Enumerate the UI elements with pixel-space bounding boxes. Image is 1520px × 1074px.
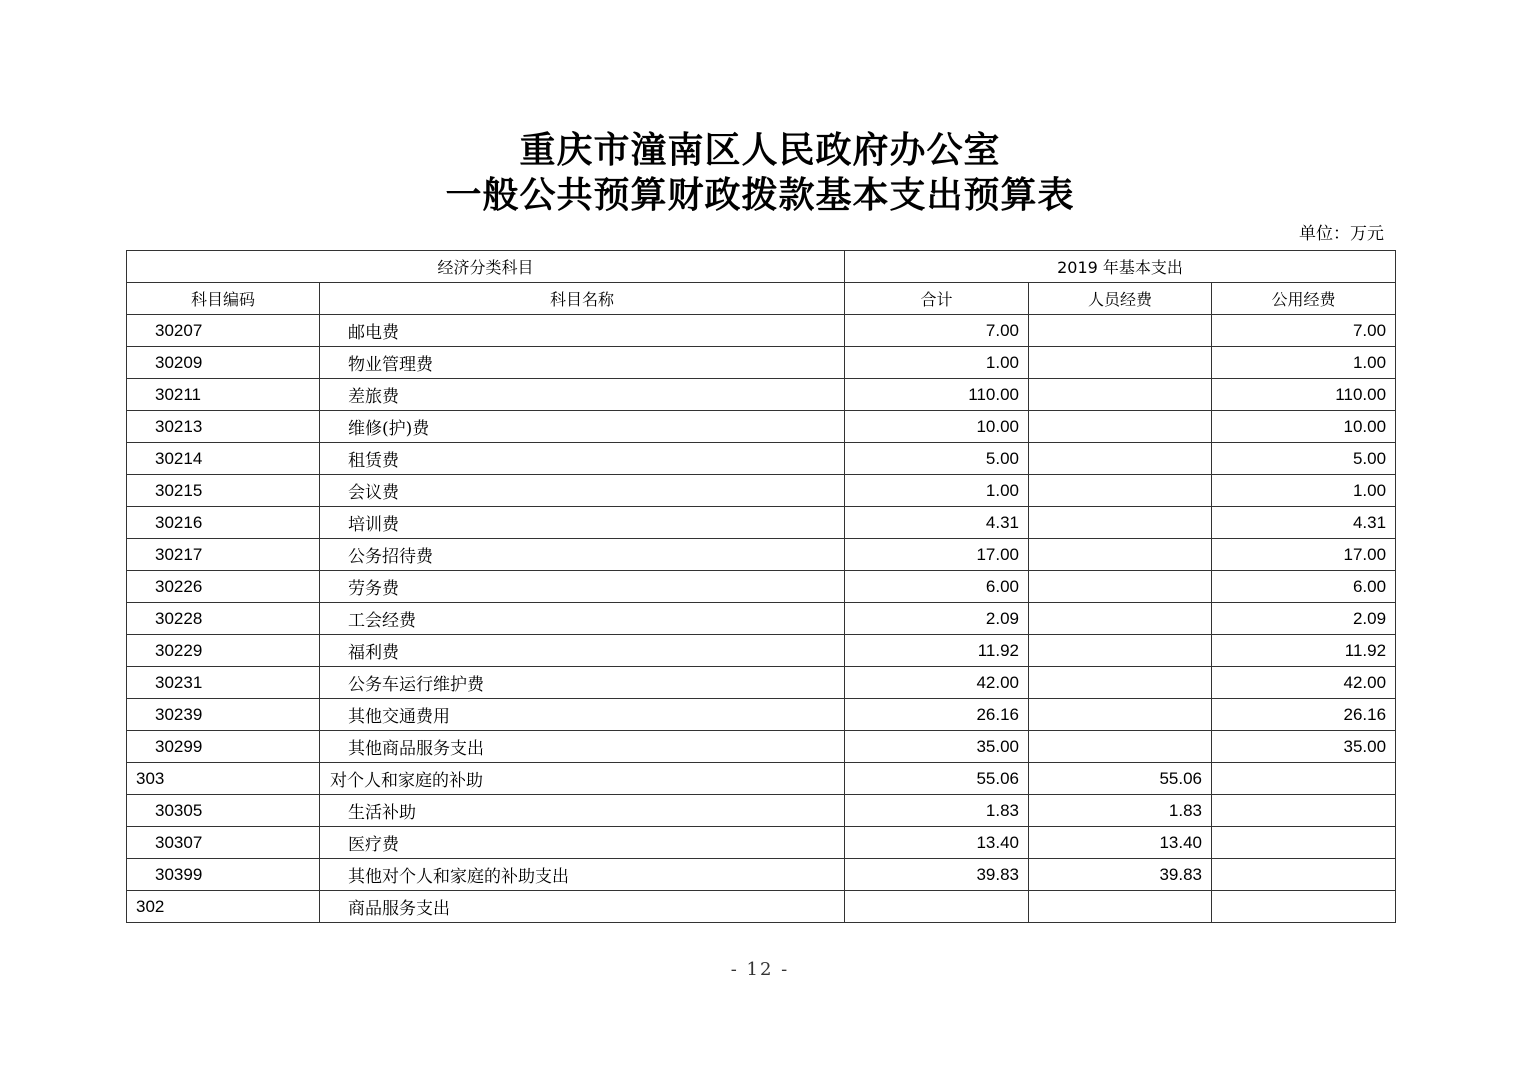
- cell-total: 13.40: [845, 827, 1029, 859]
- table-row: [127, 475, 1396, 507]
- cell-total: 35.00: [845, 731, 1029, 763]
- cell-personnel: 39.83: [1029, 859, 1212, 891]
- cell-public: 11.92: [1212, 635, 1396, 667]
- cell-public: 17.00: [1212, 539, 1396, 571]
- cell-code: 30209: [127, 347, 320, 379]
- cell-public: 26.16: [1212, 699, 1396, 731]
- cell-personnel: [1029, 699, 1212, 731]
- unit-label: 单位：万元: [1299, 224, 1384, 244]
- cell-public: 10.00: [1212, 411, 1396, 443]
- budget-table: [126, 250, 1396, 923]
- cell-public: 1.00: [1212, 347, 1396, 379]
- cell-name: 差旅费: [320, 379, 845, 411]
- cell-code: 30229: [127, 635, 320, 667]
- cell-code: 30399: [127, 859, 320, 891]
- table-row: [127, 635, 1396, 667]
- cell-code: 30226: [127, 571, 320, 603]
- cell-code: 30214: [127, 443, 320, 475]
- header-name: 科目名称: [320, 283, 845, 315]
- cell-name: 其他对个人和家庭的补助支出: [320, 859, 845, 891]
- cell-public: 110.00: [1212, 379, 1396, 411]
- cell-name: 劳务费: [320, 571, 845, 603]
- cell-total: 39.83: [845, 859, 1029, 891]
- cell-total: 110.00: [845, 379, 1029, 411]
- cell-total: 2.09: [845, 603, 1029, 635]
- cell-total: [845, 891, 1029, 923]
- cell-personnel: [1029, 571, 1212, 603]
- cell-name: 医疗费: [320, 827, 845, 859]
- cell-personnel: [1029, 315, 1212, 347]
- cell-name: 其他交通费用: [320, 699, 845, 731]
- header-total: 合计: [845, 283, 1029, 315]
- cell-code: 30307: [127, 827, 320, 859]
- cell-personnel: [1029, 443, 1212, 475]
- cell-public: 5.00: [1212, 443, 1396, 475]
- cell-code: 30207: [127, 315, 320, 347]
- cell-name: 其他商品服务支出: [320, 731, 845, 763]
- table-row: [127, 571, 1396, 603]
- cell-code: 30305: [127, 795, 320, 827]
- cell-public: 42.00: [1212, 667, 1396, 699]
- cell-personnel: [1029, 891, 1212, 923]
- cell-total: 10.00: [845, 411, 1029, 443]
- cell-total: 1.83: [845, 795, 1029, 827]
- cell-code: 30239: [127, 699, 320, 731]
- cell-code: 302: [127, 891, 320, 923]
- page-number: - 12 -: [730, 959, 790, 980]
- cell-total: 4.31: [845, 507, 1029, 539]
- cell-personnel: 1.83: [1029, 795, 1212, 827]
- header-personnel: 人员经费: [1029, 283, 1212, 315]
- table-row: [127, 603, 1396, 635]
- cell-public: 35.00: [1212, 731, 1396, 763]
- table-row: [127, 699, 1396, 731]
- cell-personnel: 13.40: [1029, 827, 1212, 859]
- cell-name: 生活补助: [320, 795, 845, 827]
- cell-public: [1212, 859, 1396, 891]
- cell-total: 6.00: [845, 571, 1029, 603]
- cell-name: 对个人和家庭的补助: [320, 763, 845, 795]
- cell-name: 会议费: [320, 475, 845, 507]
- table-row: [127, 443, 1396, 475]
- cell-code: 30215: [127, 475, 320, 507]
- cell-code: 30231: [127, 667, 320, 699]
- table-row-category: [127, 891, 1396, 923]
- cell-public: [1212, 795, 1396, 827]
- cell-code: 30216: [127, 507, 320, 539]
- table-row: [127, 315, 1396, 347]
- cell-personnel: [1029, 667, 1212, 699]
- cell-code: 30211: [127, 379, 320, 411]
- cell-code: 30217: [127, 539, 320, 571]
- document-title-line2: 一般公共预算财政拨款基本支出预算表: [445, 175, 1075, 216]
- cell-total: 11.92: [845, 635, 1029, 667]
- table-row: [127, 859, 1396, 891]
- cell-name: 租赁费: [320, 443, 845, 475]
- cell-public: [1212, 891, 1396, 923]
- header-group-row: [127, 251, 1396, 283]
- cell-code: 303: [127, 763, 320, 795]
- cell-public: [1212, 763, 1396, 795]
- cell-total: 17.00: [845, 539, 1029, 571]
- cell-code: 30299: [127, 731, 320, 763]
- document-title-line1: 重庆市潼南区人民政府办公室: [519, 130, 1001, 171]
- cell-personnel: [1029, 635, 1212, 667]
- header-column-row: [127, 283, 1396, 315]
- cell-total: 26.16: [845, 699, 1029, 731]
- table-row: [127, 539, 1396, 571]
- table-row: [127, 795, 1396, 827]
- cell-public: 2.09: [1212, 603, 1396, 635]
- cell-personnel: [1029, 731, 1212, 763]
- cell-personnel: [1029, 603, 1212, 635]
- cell-name: 维修(护)费: [320, 411, 845, 443]
- cell-total: 1.00: [845, 475, 1029, 507]
- cell-public: 6.00: [1212, 571, 1396, 603]
- header-code: 科目编码: [127, 283, 320, 315]
- cell-name: 工会经费: [320, 603, 845, 635]
- cell-personnel: [1029, 539, 1212, 571]
- cell-public: 7.00: [1212, 315, 1396, 347]
- cell-total: 42.00: [845, 667, 1029, 699]
- cell-name: 物业管理费: [320, 347, 845, 379]
- header-public: 公用经费: [1212, 283, 1396, 315]
- header-economic-classification: 经济分类科目: [127, 251, 845, 283]
- cell-personnel: 55.06: [1029, 763, 1212, 795]
- table-row: [127, 827, 1396, 859]
- table-row: [127, 507, 1396, 539]
- table-row: [127, 379, 1396, 411]
- cell-personnel: [1029, 507, 1212, 539]
- cell-name: 公务车运行维护费: [320, 667, 845, 699]
- cell-total: 55.06: [845, 763, 1029, 795]
- cell-personnel: [1029, 411, 1212, 443]
- cell-name: 福利费: [320, 635, 845, 667]
- table-row: [127, 347, 1396, 379]
- cell-code: 30213: [127, 411, 320, 443]
- cell-name: 培训费: [320, 507, 845, 539]
- table-row-category: [127, 763, 1396, 795]
- cell-name: 邮电费: [320, 315, 845, 347]
- table-row: [127, 667, 1396, 699]
- table-row: [127, 411, 1396, 443]
- cell-personnel: [1029, 379, 1212, 411]
- cell-public: 4.31: [1212, 507, 1396, 539]
- header-year-basic-expenditure: 2019 年基本支出: [845, 251, 1396, 283]
- table-row: [127, 731, 1396, 763]
- cell-name: 公务招待费: [320, 539, 845, 571]
- cell-total: 1.00: [845, 347, 1029, 379]
- cell-personnel: [1029, 347, 1212, 379]
- cell-personnel: [1029, 475, 1212, 507]
- cell-code: 30228: [127, 603, 320, 635]
- cell-total: 7.00: [845, 315, 1029, 347]
- cell-public: 1.00: [1212, 475, 1396, 507]
- cell-total: 5.00: [845, 443, 1029, 475]
- cell-name: 商品服务支出: [320, 891, 845, 923]
- cell-public: [1212, 827, 1396, 859]
